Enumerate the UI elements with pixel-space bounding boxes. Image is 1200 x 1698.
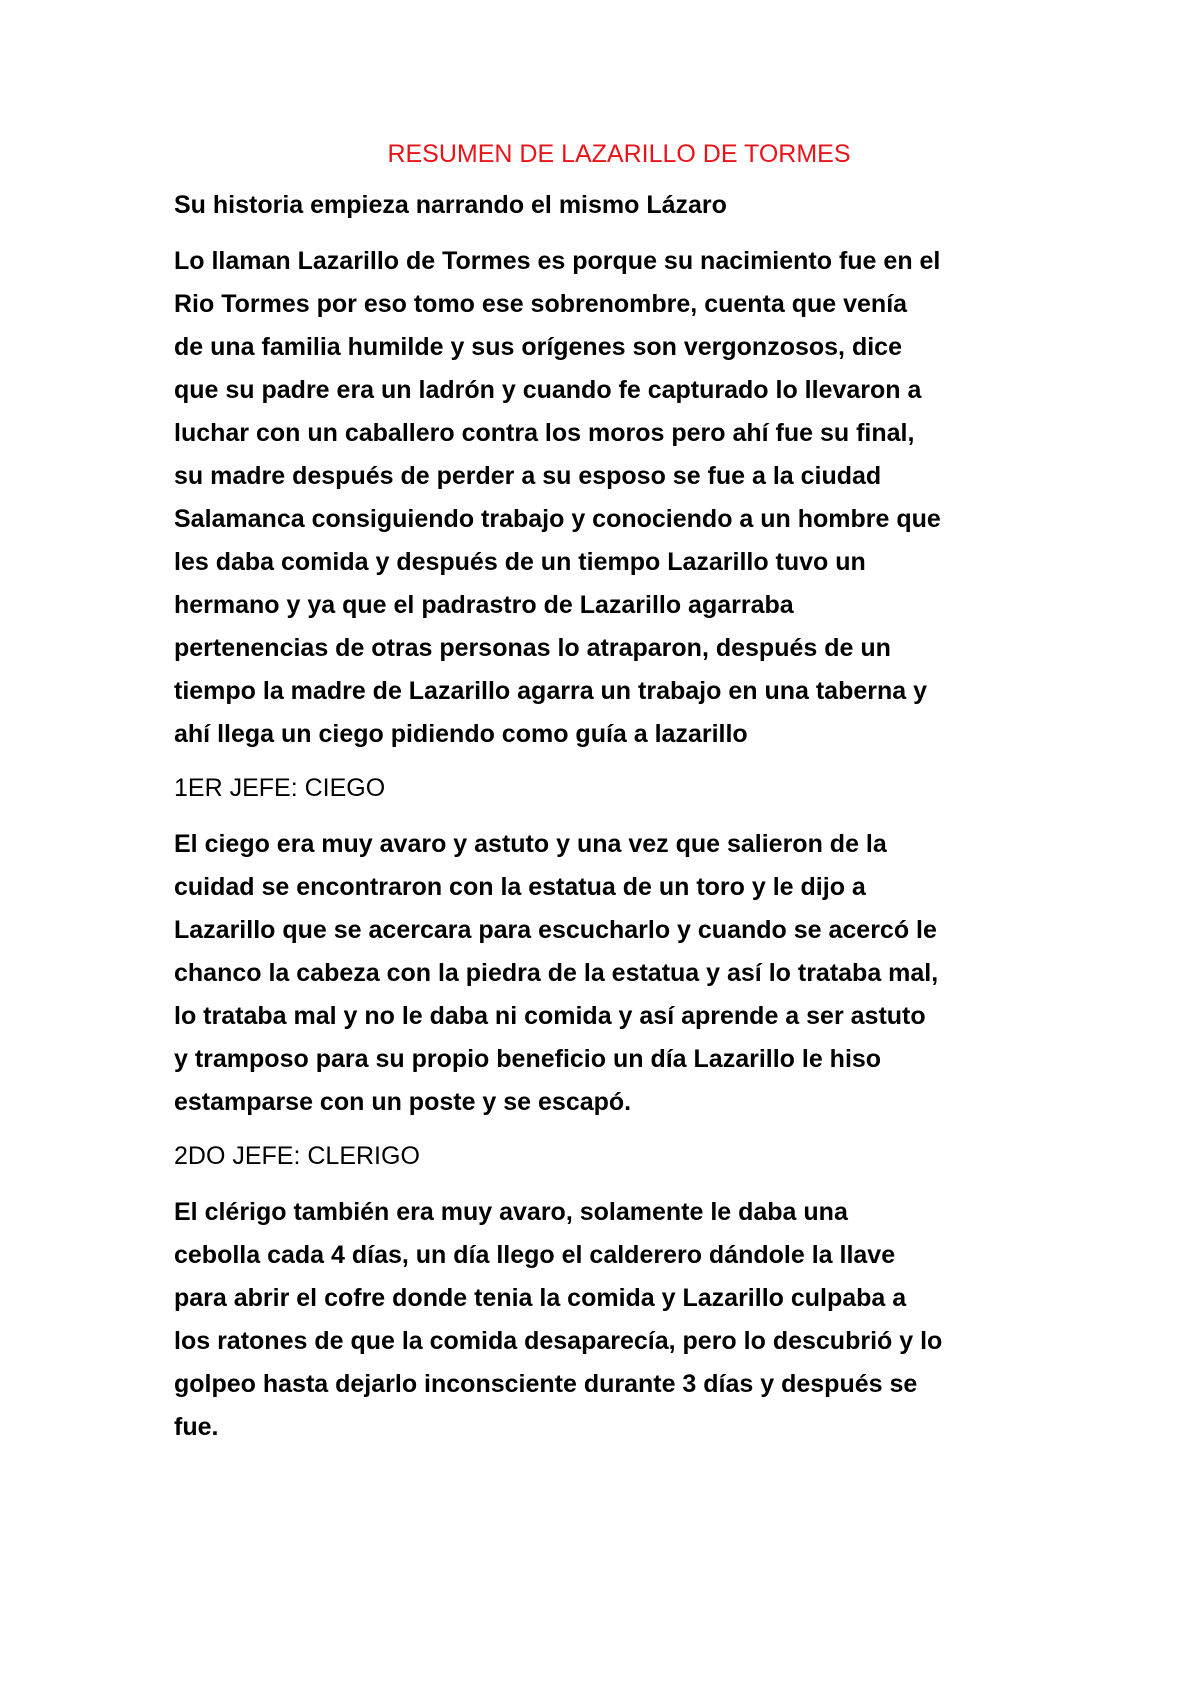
paragraph-line: hermano y ya que el padrastro de Lazarillo agarraba — [174, 591, 794, 619]
paragraph-line: para abrir el cofre donde tenia la comida y Lazarillo culpaba a — [174, 1284, 907, 1312]
paragraph-line: Salamanca consiguiendo trabajo y conociendo a un hombre que — [174, 505, 941, 533]
intro-line: Su historia empieza narrando el mismo Lázaro — [174, 191, 727, 219]
paragraph-line: ahí llega un ciego pidiendo como guía a lazarillo — [174, 720, 748, 748]
paragraph-clerigo — [174, 1191, 1054, 1449]
paragraph-line: fue. — [174, 1413, 219, 1441]
paragraph-origin — [174, 240, 1054, 756]
paragraph-line: luchar con un caballero contra los moros pero ahí fue su final, — [174, 419, 915, 447]
paragraph-line: golpeo hasta dejarlo inconsciente durante 3 días y después se — [174, 1370, 918, 1398]
document-page — [174, 140, 1054, 1467]
paragraph-line: Lazarillo que se acercara para escucharlo y cuando se acercó le — [174, 916, 937, 944]
paragraph-line: El ciego era muy avaro y astuto y una vez que salieron de la — [174, 830, 887, 858]
paragraph-line: los ratones de que la comida desaparecía, pero lo descubrió y lo — [174, 1327, 943, 1355]
paragraph-line: tiempo la madre de Lazarillo agarra un trabajo en una taberna y — [174, 677, 927, 705]
paragraph-line: cebolla cada 4 días, un día llego el calderero dándole la llave — [174, 1241, 896, 1269]
paragraph-line: pertenencias de otras personas lo atraparon, después de un — [174, 634, 891, 662]
paragraph-line: El clérigo también era muy avaro, solamente le daba una — [174, 1198, 848, 1226]
paragraph-line: y tramposo para su propio beneficio un día Lazarillo le hiso — [174, 1045, 882, 1073]
document-title: RESUMEN DE LAZARILLO DE TORMES — [387, 140, 851, 168]
paragraph-line: Lo llaman Lazarillo de Tormes es porque su nacimiento fue en el — [174, 247, 941, 275]
paragraph-line: les daba comida y después de un tiempo Lazarillo tuvo un — [174, 548, 866, 576]
paragraph-line: lo trataba mal y no le daba ni comida y así aprende a ser astuto — [174, 1002, 926, 1030]
paragraph-line: cuidad se encontraron con la estatua de un toro y le dijo a — [174, 873, 866, 901]
paragraph-ciego — [174, 823, 1054, 1124]
paragraph-line: que su padre era un ladrón y cuando fe capturado lo llevaron a — [174, 376, 922, 404]
paragraph-line: Rio Tormes por eso tomo ese sobrenombre, cuenta que venía — [174, 290, 908, 318]
paragraph-line: su madre después de perder a su esposo se fue a la ciudad — [174, 462, 882, 490]
section-heading-clerigo: 2DO JEFE: CLERIGO — [174, 1142, 420, 1170]
section-heading-ciego: 1ER JEFE: CIEGO — [174, 774, 386, 802]
paragraph-line: de una familia humilde y sus orígenes son vergonzosos, dice — [174, 333, 902, 361]
paragraph-line: chanco la cabeza con la piedra de la estatua y así lo trataba mal, — [174, 959, 939, 987]
paragraph-line: estamparse con un poste y se escapó. — [174, 1088, 632, 1116]
